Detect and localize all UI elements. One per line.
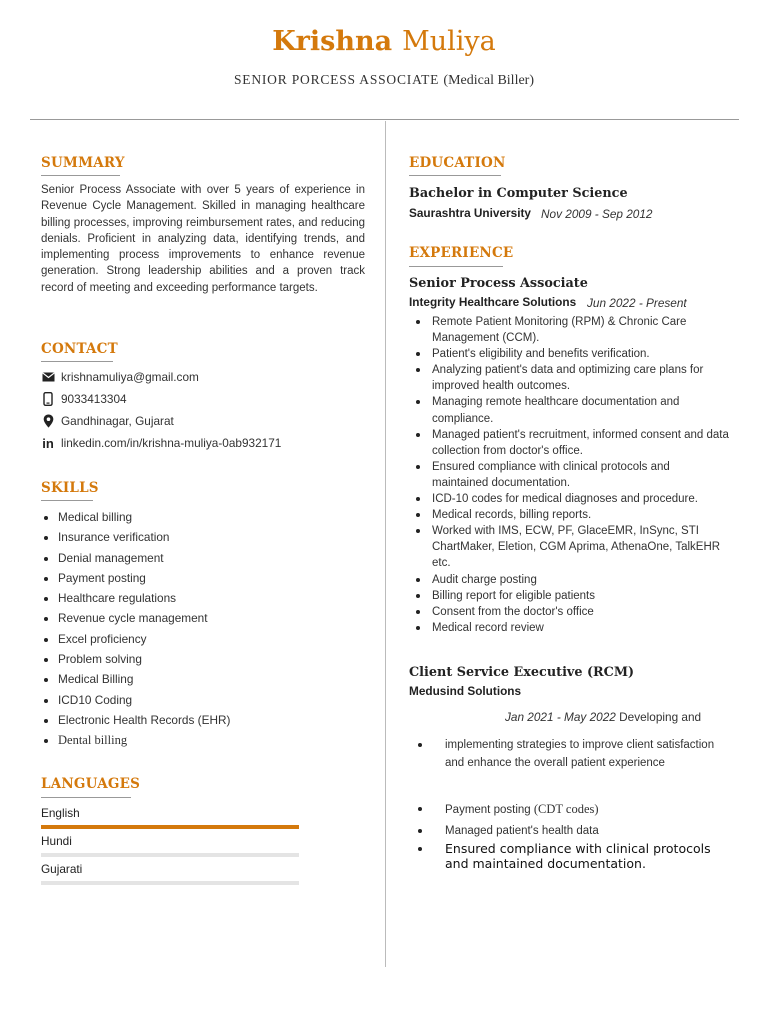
- language-english: English: [41, 806, 80, 820]
- skill-item: Payment posting: [41, 568, 361, 588]
- job-company: Medusind Solutions: [409, 684, 522, 698]
- first-name: Krishna: [272, 26, 393, 57]
- skill-item: Excel proficiency: [41, 629, 361, 649]
- bullet-dot: [418, 829, 422, 833]
- job-bullet-text: implementing strategies to improve client satisfaction and enhance the overall patient experience: [445, 739, 715, 769]
- cdt-codes-text: (CDT codes): [533, 802, 599, 816]
- column-divider: [385, 121, 386, 967]
- job-bullet: Managing remote healthcare documentation and compliance.: [409, 394, 729, 426]
- skill-item: Revenue cycle management: [41, 608, 361, 628]
- email-text: krishnamuliya@gmail.com: [61, 370, 199, 384]
- summary-heading: SUMMARY: [41, 155, 125, 171]
- skills-list: [41, 507, 361, 751]
- job-title: Senior Process Associate: [409, 276, 588, 291]
- skill-item: Denial management: [41, 548, 361, 568]
- skill-item: Electronic Health Records (EHR): [41, 710, 361, 730]
- linkedin-icon: in: [42, 435, 54, 451]
- role-title: SENIOR PORCESS ASSOCIATE: [233, 72, 440, 87]
- experience-heading: EXPERIENCE: [409, 245, 514, 261]
- phone-icon: [41, 392, 55, 406]
- job-bullet: Billing report for eligible patients: [409, 588, 729, 604]
- education-dates: Nov 2009 - Sep 2012: [541, 207, 653, 221]
- language-gujarati: Gujarati: [41, 862, 83, 876]
- skill-item: Problem solving: [41, 649, 361, 669]
- language-hundi-bar: [41, 853, 299, 857]
- education-degree: Bachelor in Computer Science: [409, 186, 628, 201]
- job-bullet: Medical record review: [409, 620, 729, 636]
- skill-item: Insurance verification: [41, 527, 361, 547]
- phone-text: 9033413304: [61, 392, 127, 406]
- job-bullet-text: Ensured compliance with clinical protocols and maintained documentation.: [445, 841, 711, 871]
- job-bullet: Medical records, billing reports.: [409, 507, 729, 523]
- language-english-bar: [41, 825, 299, 829]
- envelope-icon: [41, 370, 55, 384]
- job-bullet: Remote Patient Monitoring (RPM) & Chronic Care Management (CCM).: [409, 314, 729, 346]
- job-bullet-text: Managed patient's health data: [445, 825, 599, 837]
- job-role: [0, 72, 768, 89]
- language-hundi: Hundi: [41, 834, 72, 848]
- contact-email[interactable]: [41, 370, 199, 384]
- skill-item: Medical Billing: [41, 669, 361, 689]
- job-bullet: Audit charge posting: [409, 572, 729, 588]
- experience-underline: [409, 266, 503, 267]
- bullet-dot: [418, 847, 422, 851]
- job-title: Client Service Executive (RCM): [409, 665, 635, 680]
- candidate-name: [0, 26, 768, 57]
- role-subtitle: (Medical Biller): [443, 73, 534, 88]
- job-company: Integrity Healthcare Solutions: [409, 295, 577, 309]
- skills-heading: SKILLS: [41, 480, 99, 496]
- bullet-dot: [418, 743, 422, 747]
- job-bullet: [409, 822, 739, 840]
- payment-posting-text: Payment posting: [445, 804, 531, 816]
- bullet-dot: [418, 807, 422, 811]
- job-bullet: Patient's eligibility and benefits verification.: [409, 346, 729, 362]
- job-bullet: [409, 842, 739, 876]
- summary-underline: [41, 175, 120, 176]
- language-english-fill: [41, 825, 299, 829]
- job-dates: [505, 710, 701, 724]
- skill-item: Healthcare regulations: [41, 588, 361, 608]
- contact-heading: CONTACT: [41, 341, 118, 357]
- job-bullet: Ensured compliance with clinical protocols and maintained documentation.: [409, 459, 729, 491]
- skill-item: Medical billing: [41, 507, 361, 527]
- location-pin-icon: [41, 414, 55, 428]
- job-bullet-text: [445, 800, 735, 819]
- contact-underline: [41, 361, 113, 362]
- contact-phone[interactable]: [41, 392, 127, 406]
- header-divider: [30, 119, 739, 120]
- job-dates-trailing: Developing and: [619, 710, 702, 724]
- skill-item: Dental billing: [41, 730, 361, 750]
- contact-location: [41, 414, 174, 428]
- summary-text: Senior Process Associate with over 5 years of experience in Revenue Cycle Management. Skilled in managing healthcare billing processes, improving reimbursement rates, and reducing denials. Proficient in analyzing data, identifying trends, and implementing process improvements to enhance revenue generation. Strong leadership abilities and a proven track record of meeting and exceeding performance targets.: [41, 184, 365, 294]
- job-bullet: [409, 736, 739, 790]
- job-bullets: [409, 314, 729, 636]
- education-underline: [409, 175, 501, 176]
- job-bullet: Analyzing patient's data and optimizing care plans for improved health outcomes.: [409, 362, 729, 394]
- last-name: Muliya: [402, 26, 496, 57]
- skill-item: ICD10 Coding: [41, 690, 361, 710]
- language-gujarati-bar: [41, 881, 299, 885]
- job-bullet: Worked with IMS, ECW, PF, GlaceEMR, InSync, STI ChartMaker, Eletion, CGM Aprima, AthenaOne, TalkEHR etc.: [409, 523, 729, 571]
- job-bullet: ICD-10 codes for medical diagnoses and procedure.: [409, 491, 729, 507]
- job-bullet: Managed patient's recruitment, informed consent and data collection from doctor's office.: [409, 427, 729, 459]
- languages-heading: LANGUAGES: [41, 776, 141, 792]
- location-text: Gandhinagar, Gujarat: [61, 414, 174, 428]
- education-school: Saurashtra University: [409, 206, 531, 220]
- education-heading: EDUCATION: [409, 155, 506, 171]
- skills-underline: [41, 500, 93, 501]
- job-dates-range: Jan 2021 - May 2022: [505, 710, 616, 724]
- languages-underline: [41, 797, 131, 798]
- contact-linkedin[interactable]: [41, 436, 281, 450]
- linkedin-text: linkedin.com/in/krishna-muliya-0ab932171: [61, 436, 282, 450]
- job-bullet: [409, 800, 739, 818]
- job-dates: Jun 2022 - Present: [587, 296, 687, 310]
- job-bullet: Consent from the doctor's office: [409, 604, 729, 620]
